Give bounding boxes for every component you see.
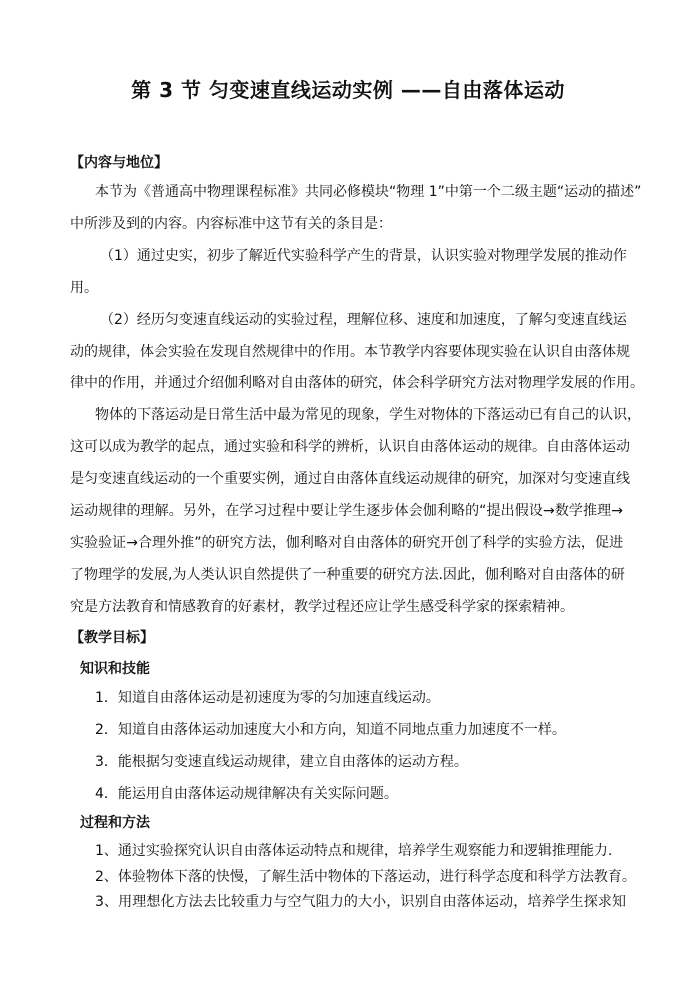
paragraph-line: （2）经历匀变速直线运动的实验过程，理解位移、速度和加速度，了解匀变速直线运 (100, 312, 627, 328)
paragraph-line: 律中的作用，并通过介绍伽利略对自由落体的研究，体会科学研究方法对物理学发展的作用。 (70, 375, 644, 391)
list-item: 1．知道自由落体运动是初速度为零的匀加速直线运动。 (95, 690, 440, 706)
subheading-process-method: 过程和方法 (80, 815, 150, 831)
list-item: 3．能根据匀变速直线运动规律，建立自由落体的运动方程。 (95, 754, 468, 770)
page-title: 第 3 节 匀变速直线运动实例 ——自由落体运动 (131, 78, 565, 102)
paragraph-line: 中所涉及到的内容。内容标准中这节有关的条目是： (70, 216, 392, 232)
paragraph-line: 本节为《普通高中物理课程标准》共同必修模块“物理 1”中第一个二级主题“运动的描述” (95, 184, 642, 200)
list-item: 2．知道自由落体运动加速度大小和方向，知道不同地点重力加速度不一样。 (95, 722, 566, 738)
paragraph-line: 了物理学的发展,为人类认识自然提供了一种重要的研究方法.因此，伽利略对自由落体的研 (70, 567, 625, 583)
paragraph-line: （1）通过史实，初步了解近代实验科学产生的背景，认识实验对物理学发展的推动作 (100, 248, 627, 264)
list-item: 4．能运用自由落体运动规律解决有关实际问题。 (95, 786, 398, 802)
list-item: 2、体验物体下落的快慢，了解生活中物体的下落运动，进行科学态度和科学方法教育。 (95, 869, 636, 885)
paragraph-line: 实验验证→合理外推”的研究方法，伽利略对自由落体的研究开创了科学的实验方法，促进 (70, 535, 623, 551)
section-heading-teaching-goals: 【教学目标】 (70, 630, 154, 646)
paragraph-line: 用。 (70, 280, 98, 296)
paragraph-line: 是匀变速直线运动的一个重要实例，通过自由落体直线运动规律的研究，加深对匀变速直线 (70, 471, 630, 487)
list-item: 1、通过实验探究认识自由落体运动特点和规律，培养学生观察能力和逻辑推理能力. (95, 843, 613, 859)
paragraph-line: 运动规律的理解。另外，在学习过程中要让学生逐步体会伽利略的“提出假设→数学推理→ (70, 503, 623, 519)
paragraph-line: 动的规律，体会实验在发现自然规律中的作用。本节教学内容要体现实验在认识自由落体规 (70, 344, 630, 360)
list-item: 3、用理想化方法去比较重力与空气阻力的大小，识别自由落体运动，培养学生探求知 (95, 894, 626, 910)
subheading-knowledge-skills: 知识和技能 (80, 661, 150, 677)
section-heading-content-position: 【内容与地位】 (70, 155, 168, 171)
paragraph-line: 究是方法教育和情感教育的好素材，教学过程还应让学生感受科学家的探索精神。 (70, 599, 574, 615)
paragraph-line: 物体的下落运动是日常生活中最为常见的现象，学生对物体的下落运动已有自己的认识， (95, 407, 641, 423)
paragraph-line: 这可以成为教学的起点，通过实验和科学的辨析，认识自由落体运动的规律。自由落体运动 (70, 439, 630, 455)
